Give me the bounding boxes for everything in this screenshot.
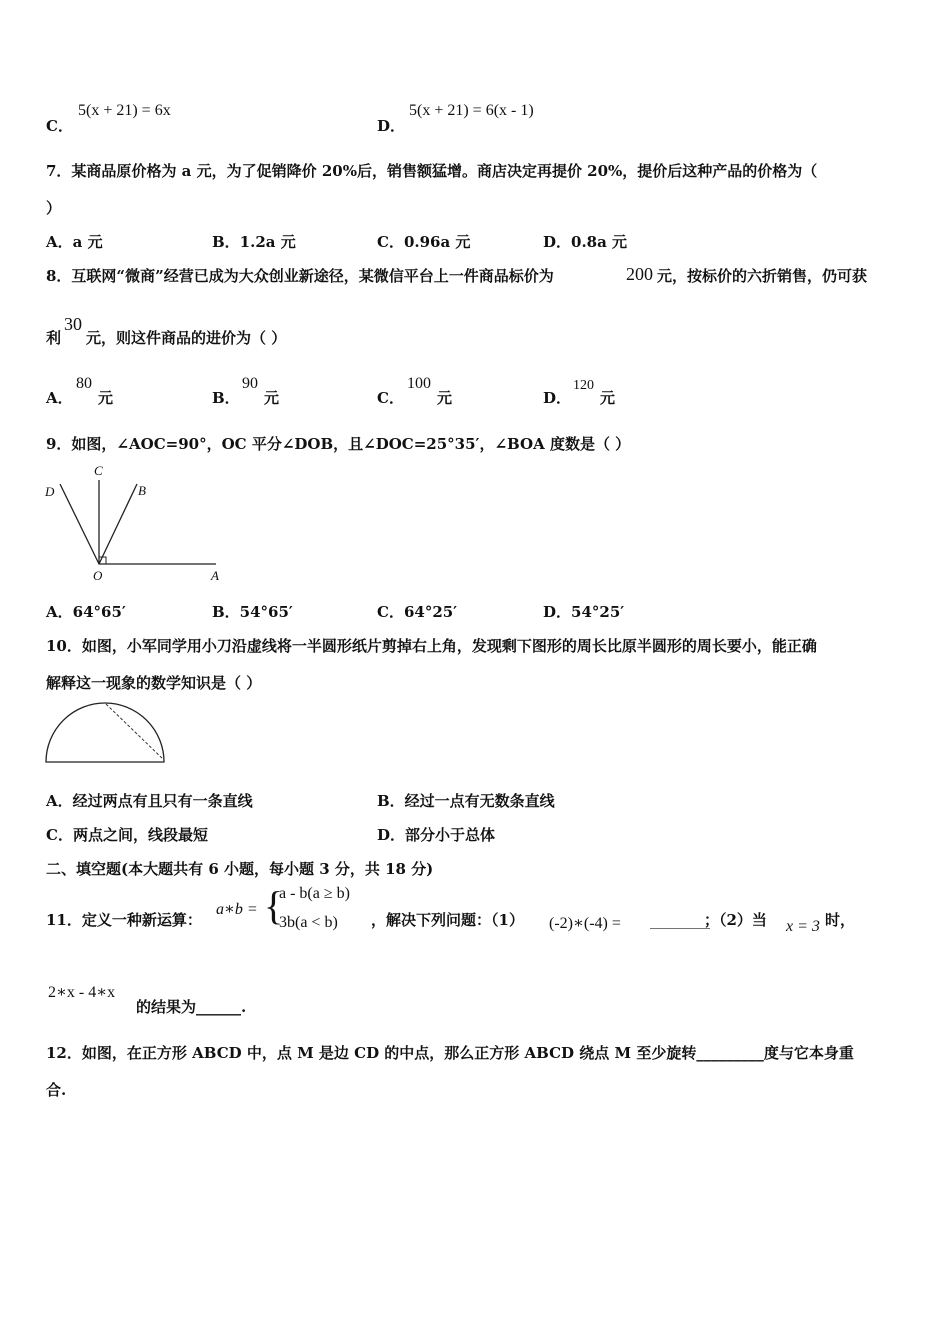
q7-stem-line1: 7．某商品原价格为 a 元，为了促销降价 20%后，销售额猛增。商店决定再提价 20%，提价后这种产品的价格为（ [46, 162, 818, 180]
q11-definition-lhs: a∗b = [216, 901, 258, 918]
q9-label-a: A [211, 568, 219, 583]
q8-line2-suffix: 元，则这件商品的进价为（ ） [86, 329, 287, 347]
q8-option-a-letter: A． [46, 389, 73, 407]
q8-profit: 30 [64, 314, 82, 334]
q8-stem-part1: 8．互联网“微商”经营已成为大众创业新途径，某微信平台上一件商品标价为 [46, 267, 554, 285]
q10-option-c: C．两点之间，线段最短 [46, 826, 208, 844]
q7-option-c: C．0.96a 元 [377, 233, 471, 251]
q10-stem-line1: 10．如图，小军同学用小刀沿虚线将一半圆形纸片剪掉右上角，发现剩下图形的周长比原半圆形的周长要小，能正确 [46, 637, 817, 655]
q8-line2-prefix: 利 [46, 329, 62, 347]
q11-mid: ，解决下列问题：（1） [371, 911, 524, 929]
q8-option-a-value: 80 [76, 375, 92, 392]
q6-option-c-expression: 5(x + 21) = 6x [78, 102, 171, 119]
q8-price: 200 [626, 264, 653, 284]
q9-option-c: C．64°25′ [377, 603, 458, 621]
q11-part2: ；（2）当 [704, 911, 767, 929]
q8-stem-part2: 元，按标价的六折销售，仍可获 [657, 267, 868, 285]
q8-option-c-unit: 元 [437, 389, 453, 407]
q6-option-d-expression: 5(x + 21) = 6(x - 1) [409, 102, 534, 119]
q10-option-d: D．部分小于总体 [377, 826, 496, 844]
section2-title: 二、填空题(本大题共有 6 小题，每小题 3 分，共 18 分) [46, 860, 434, 878]
q8-option-b-letter: B． [212, 389, 240, 407]
q11-brace: { [264, 883, 284, 928]
q11-case2: 3b(a < b) [279, 914, 338, 931]
q11-prefix: 11．定义一种新运算： [46, 911, 202, 929]
q8-option-d-letter: D． [543, 389, 572, 407]
q9-angle-figure [40, 462, 230, 582]
q6-option-d-letter: D． [377, 117, 406, 135]
q8-option-d-unit: 元 [600, 389, 616, 407]
q9-label-c: C [94, 463, 103, 478]
q9-option-b: B．54°65′ [212, 603, 293, 621]
q7-option-b: B．1.2a 元 [212, 233, 296, 251]
q10-stem-line2: 解释这一现象的数学知识是（ ） [46, 674, 262, 692]
q9-option-d: D．54°25′ [543, 603, 625, 621]
q9-label-b: B [138, 483, 146, 498]
q11-result: 的结果为______. [136, 998, 247, 1016]
q11-condition: x = 3 [786, 918, 820, 935]
q9-label-d: D [45, 484, 55, 499]
q9-option-a: A．64°65′ [46, 603, 126, 621]
q10-option-b: B．经过一点有无数条直线 [377, 792, 555, 810]
q7-option-d: D．0.8a 元 [543, 233, 628, 251]
q8-option-c-value: 100 [407, 375, 431, 392]
q10-semicircle-figure [40, 698, 170, 768]
q9-stem: 9．如图，∠AOC=90°，OC 平分∠DOB，且∠DOC=25°35′，∠BOA 度数是（ ） [46, 435, 631, 453]
q8-option-b-value: 90 [242, 375, 258, 392]
q11-expression2: 2∗x - 4∗x [48, 984, 116, 1001]
q7-option-a: A．a 元 [46, 233, 103, 251]
q9-label-o: O [93, 568, 103, 583]
q11-answer-blank1[interactable]: ________ [650, 911, 710, 929]
q11-expression1: (-2)∗(-4) = [549, 915, 621, 932]
q8-option-c-letter: C． [377, 389, 404, 407]
q8-option-b-unit: 元 [264, 389, 280, 407]
q8-option-d-value: 120 [573, 378, 594, 393]
q6-option-c-letter: C． [46, 117, 73, 135]
q12-stem-line2: 合. [46, 1081, 67, 1099]
q11-part2-end: 时， [825, 911, 856, 929]
q8-option-a-unit: 元 [98, 389, 114, 407]
q7-stem-line2: ） [46, 199, 62, 217]
q11-case1: a - b(a ≥ b) [279, 885, 350, 902]
q10-option-a: A．经过两点有且只有一条直线 [46, 792, 253, 810]
q12-stem-line1: 12．如图，在正方形 ABCD 中，点 M 是边 CD 的中点，那么正方形 ABCD 绕点 M 至少旋转_________度与它本身重 [46, 1044, 854, 1062]
